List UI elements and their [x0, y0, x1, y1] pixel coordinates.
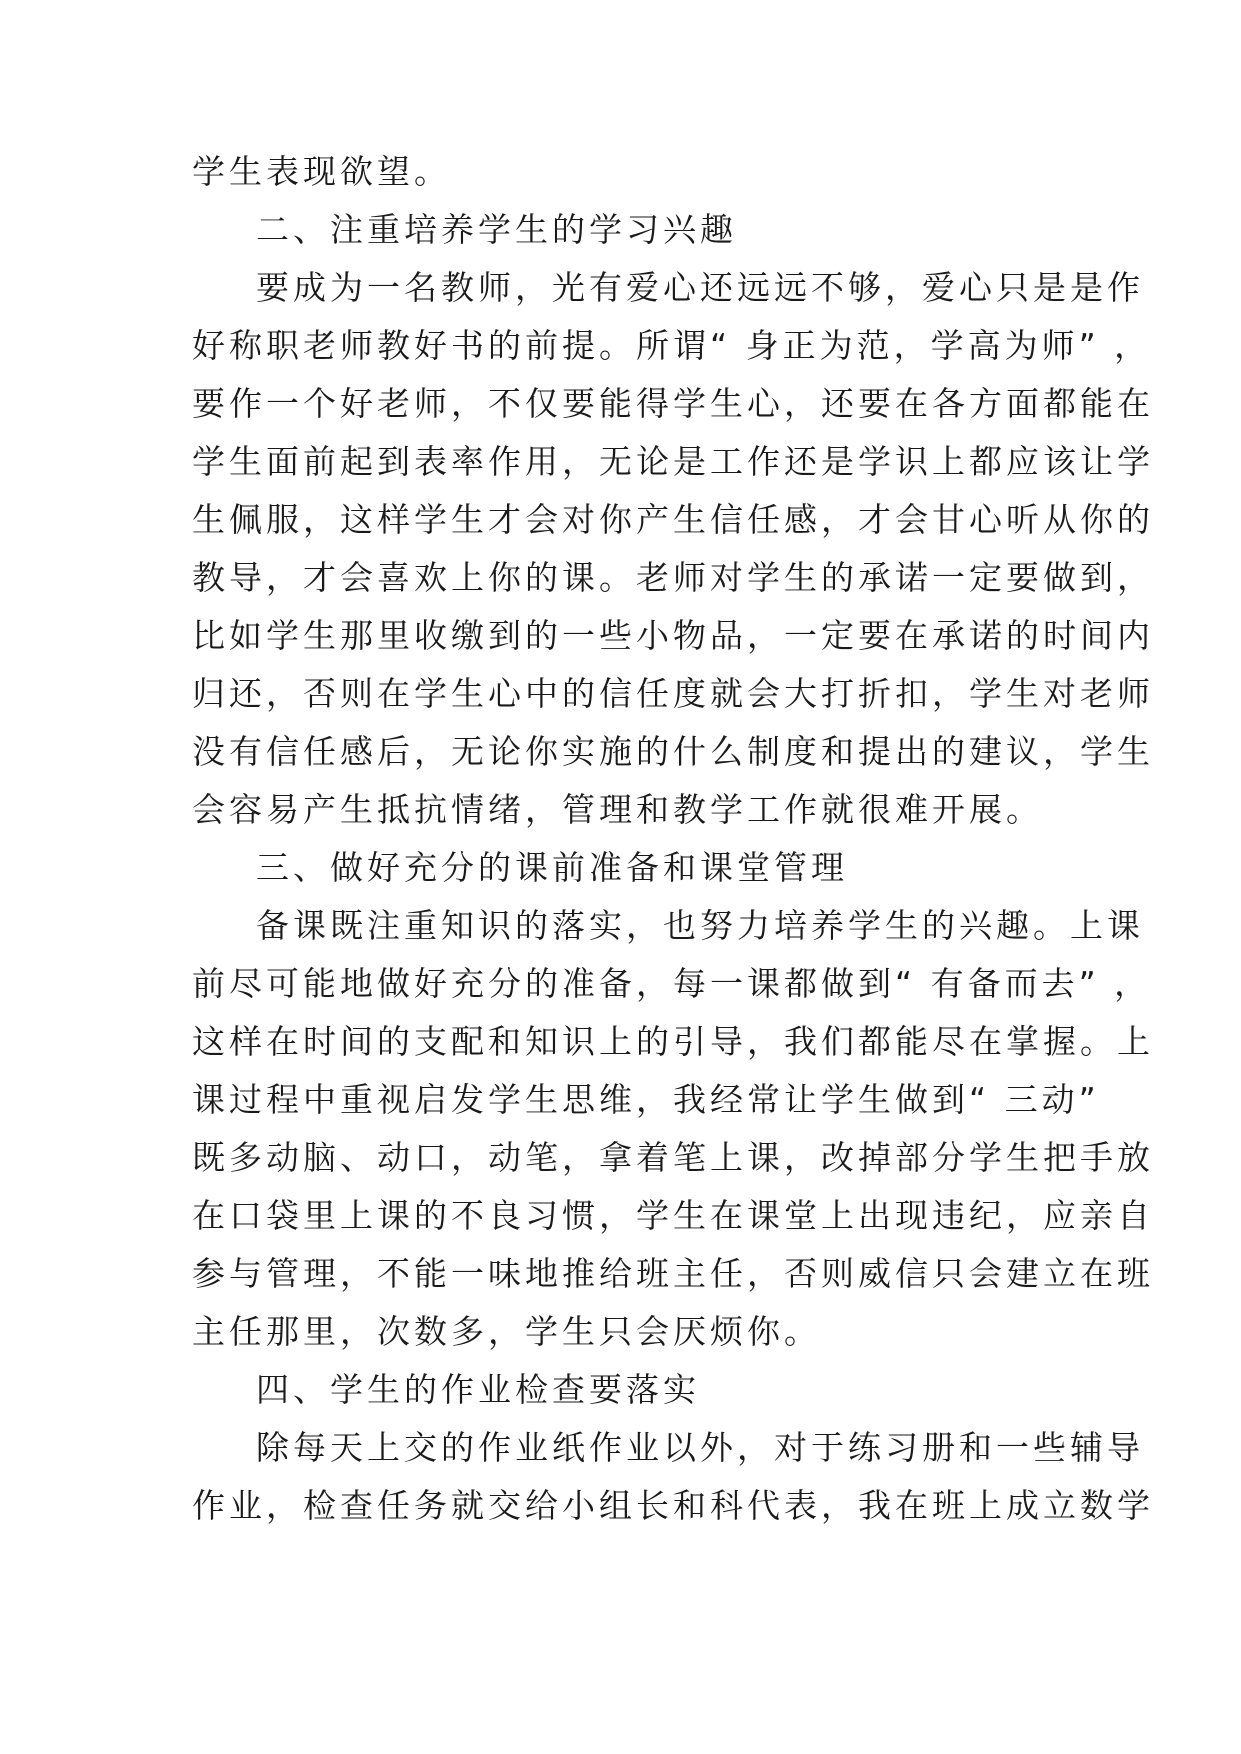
section-heading-3: 三、做好充分的课前准备和课堂管理: [256, 848, 848, 887]
text-line-7: 生佩服，这样学生才会对你产生信任感，才会甘心听从你的: [192, 500, 1154, 539]
text-line-15: 前尽可能地做好充分的准备，每一课都做到“ 有备而去” ，: [192, 964, 1152, 1003]
text-line-10: 归还，否则在学生心中的信任度就会大打折扣，学生对老师: [192, 674, 1154, 713]
text-line-11: 没有信任感后，无论你实施的什么制度和提出的建议，学生: [192, 732, 1154, 771]
section-heading-4: 四、学生的作业检查要落实: [256, 1370, 700, 1409]
text-line-14: 备课既注重知识的落实，也努力培养学生的兴趣。上课: [256, 906, 1144, 945]
text-line-17: 课过程中重视启发学生思维，我经常让学生做到“ 三动”: [192, 1080, 1100, 1119]
text-line-24: 作业，检查任务就交给小组长和科代表，我在班上成立数学: [192, 1486, 1154, 1525]
text-line-18: 既多动脑、动口，动笔，拿着笔上课，改掉部分学生把手放: [192, 1138, 1154, 1177]
text-line-21: 主任那里，次数多，学生只会厌烦你。: [192, 1312, 821, 1351]
text-line-5: 要作一个好老师，不仅要能得学生心，还要在各方面都能在: [192, 384, 1154, 423]
text-line-23: 除每天上交的作业纸作业以外，对于练习册和一些辅导: [256, 1428, 1144, 1467]
text-line-9: 比如学生那里收缴到的一些小物品，一定要在承诺的时间内: [192, 616, 1154, 655]
text-line-20: 参与管理，不能一味地推给班主任，否则威信只会建立在班: [192, 1254, 1154, 1293]
text-line-19: 在口袋里上课的不良习惯，学生在课堂上出现违纪，应亲自: [192, 1196, 1154, 1235]
text-line-12: 会容易产生抵抗情绪，管理和教学工作就很难开展。: [192, 790, 1043, 829]
text-line-3: 要成为一名教师，光有爱心还远远不够，爱心只是是作: [256, 268, 1144, 307]
section-heading-2: 二、注重培养学生的学习兴趣: [256, 210, 737, 249]
text-line-8: 教导，才会喜欢上你的课。老师对学生的承诺一定要做到，: [192, 558, 1154, 597]
text-line-16: 这样在时间的支配和知识上的引导，我们都能尽在掌握。上: [192, 1022, 1154, 1061]
text-line-4: 好称职老师教好书的前提。所谓“ 身正为范，学高为师” ，: [192, 326, 1152, 365]
text-line-1: 学生表现欲望。: [192, 152, 451, 191]
text-line-6: 学生面前起到表率作用，无论是工作还是学识上都应该让学: [192, 442, 1154, 481]
